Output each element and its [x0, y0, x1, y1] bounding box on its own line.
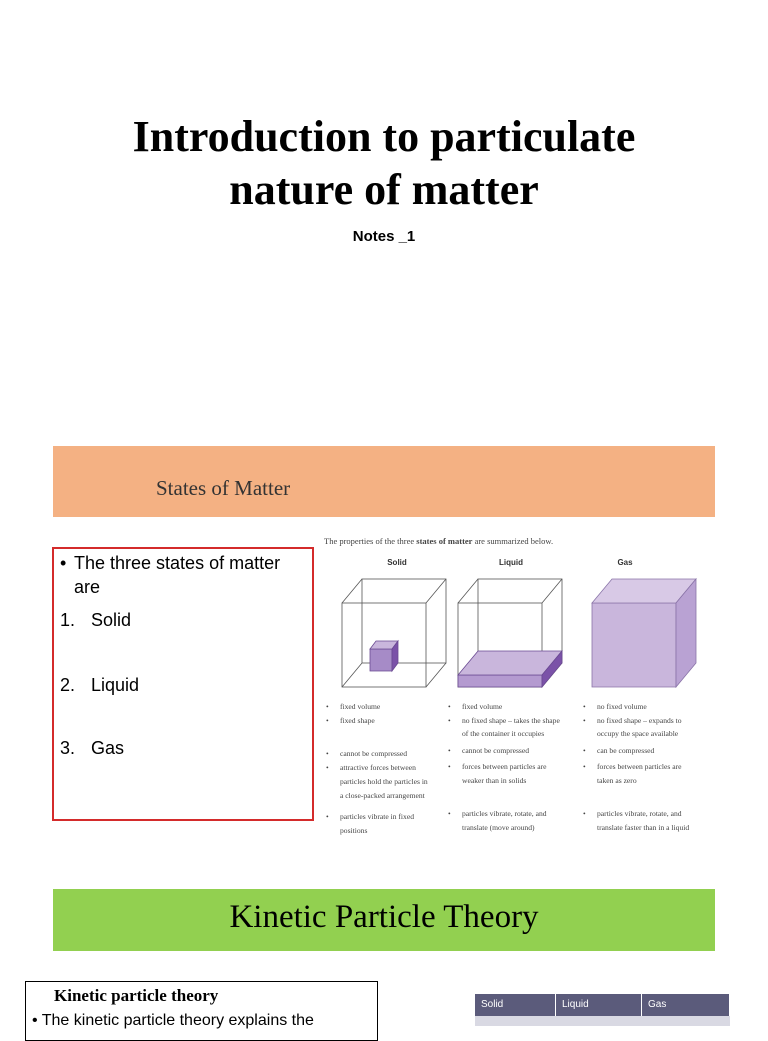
svg-text:•: • — [326, 812, 329, 821]
svg-text:particles vibrate, rotate, and: particles vibrate, rotate, and — [462, 809, 547, 818]
svg-text:forces between particles are: forces between particles are — [597, 762, 682, 771]
svg-text:cannot be compressed: cannot be compressed — [462, 746, 530, 755]
list-number: 2. — [60, 675, 76, 695]
solid-container-diagram — [342, 579, 446, 687]
svg-text:•: • — [326, 763, 329, 772]
table-header-gas: Gas — [642, 994, 730, 1016]
table-header-solid: Solid — [475, 994, 556, 1016]
svg-text:fixed shape: fixed shape — [340, 716, 375, 725]
svg-text:•: • — [448, 809, 451, 818]
gas-container-diagram — [592, 579, 696, 687]
svg-text:particles vibrate, rotate, and: particles vibrate, rotate, and — [597, 809, 682, 818]
kinetic-box-heading: Kinetic particle theory — [54, 986, 219, 1005]
svg-text:•: • — [326, 749, 329, 758]
intro-text-cont: are — [74, 577, 101, 597]
svg-text:no fixed shape – expands to: no fixed shape – expands to — [597, 716, 682, 725]
title-slide — [0, 110, 768, 245]
svg-text:of the container it occupies: of the container it occupies — [462, 729, 545, 738]
svg-text:cannot be compressed: cannot be compressed — [340, 749, 408, 758]
svg-text:translate (move around): translate (move around) — [462, 823, 535, 832]
kinetic-text-box — [25, 981, 378, 1041]
column-header-solid: Solid — [387, 558, 407, 567]
svg-text:attractive forces between: attractive forces between — [340, 763, 416, 772]
column-header-gas: Gas — [617, 558, 633, 567]
svg-text:•: • — [583, 746, 586, 755]
liquid-properties — [448, 702, 560, 832]
list-item-gas: Gas — [91, 738, 125, 758]
kinetic-heading: Kinetic Particle Theory — [229, 899, 539, 935]
states-list-box — [52, 547, 314, 821]
kinetic-box-text: • The kinetic particle theory explains the — [32, 1012, 314, 1029]
svg-text:•: • — [448, 746, 451, 755]
list-number: 1. — [60, 610, 76, 630]
states-heading-banner — [53, 446, 715, 517]
svg-text:forces between particles are: forces between particles are — [462, 762, 547, 771]
bullet-dot: • — [60, 553, 67, 573]
table-header-liquid: Liquid — [556, 994, 642, 1016]
solid-properties — [326, 702, 428, 835]
slide-subtitle: Notes _1 — [352, 228, 416, 245]
svg-text:•: • — [448, 762, 451, 771]
svg-text:taken as zero: taken as zero — [597, 776, 637, 785]
svg-text:•: • — [326, 702, 329, 711]
list-item-liquid: Liquid — [91, 675, 140, 695]
table-row — [475, 1016, 730, 1026]
svg-text:•: • — [326, 716, 329, 725]
svg-text:no fixed shape – takes the sha: no fixed shape – takes the shape — [462, 716, 560, 725]
intro-text: The three states of matter — [74, 553, 281, 573]
kinetic-heading-banner — [53, 889, 715, 951]
svg-text:•: • — [583, 809, 586, 818]
kinetic-comparison-table — [475, 994, 730, 1024]
svg-text:positions: positions — [340, 826, 368, 835]
svg-text:•: • — [583, 716, 586, 725]
liquid-container-diagram — [458, 579, 562, 687]
list-item-solid: Solid — [91, 610, 132, 630]
svg-text:fixed volume: fixed volume — [340, 702, 381, 711]
svg-text:particles vibrate in fixed: particles vibrate in fixed — [340, 812, 415, 821]
slide-title: Introduction to particulate nature of matter — [132, 112, 636, 214]
svg-text:no fixed volume: no fixed volume — [597, 702, 647, 711]
svg-text:translate faster than in a liq: translate faster than in a liquid — [597, 823, 690, 832]
svg-text:a close-packed arrangement: a close-packed arrangement — [340, 791, 425, 800]
svg-text:particles hold the particles i: particles hold the particles in — [340, 777, 428, 786]
column-header-liquid: Liquid — [499, 558, 523, 567]
svg-text:•: • — [448, 702, 451, 711]
svg-text:•: • — [583, 762, 586, 771]
gas-properties — [583, 702, 689, 832]
svg-text:fixed volume: fixed volume — [462, 702, 503, 711]
svg-text:weaker than in solids: weaker than in solids — [462, 776, 527, 785]
svg-text:•: • — [448, 716, 451, 725]
svg-text:can be compressed: can be compressed — [597, 746, 655, 755]
states-of-matter-figure — [322, 533, 722, 843]
states-heading: States of Matter — [156, 476, 291, 500]
list-number: 3. — [60, 738, 76, 758]
figure-caption: The properties of the three states of matter are summarized below. — [324, 536, 554, 546]
svg-text:occupy the space available: occupy the space available — [597, 729, 679, 738]
svg-text:•: • — [583, 702, 586, 711]
